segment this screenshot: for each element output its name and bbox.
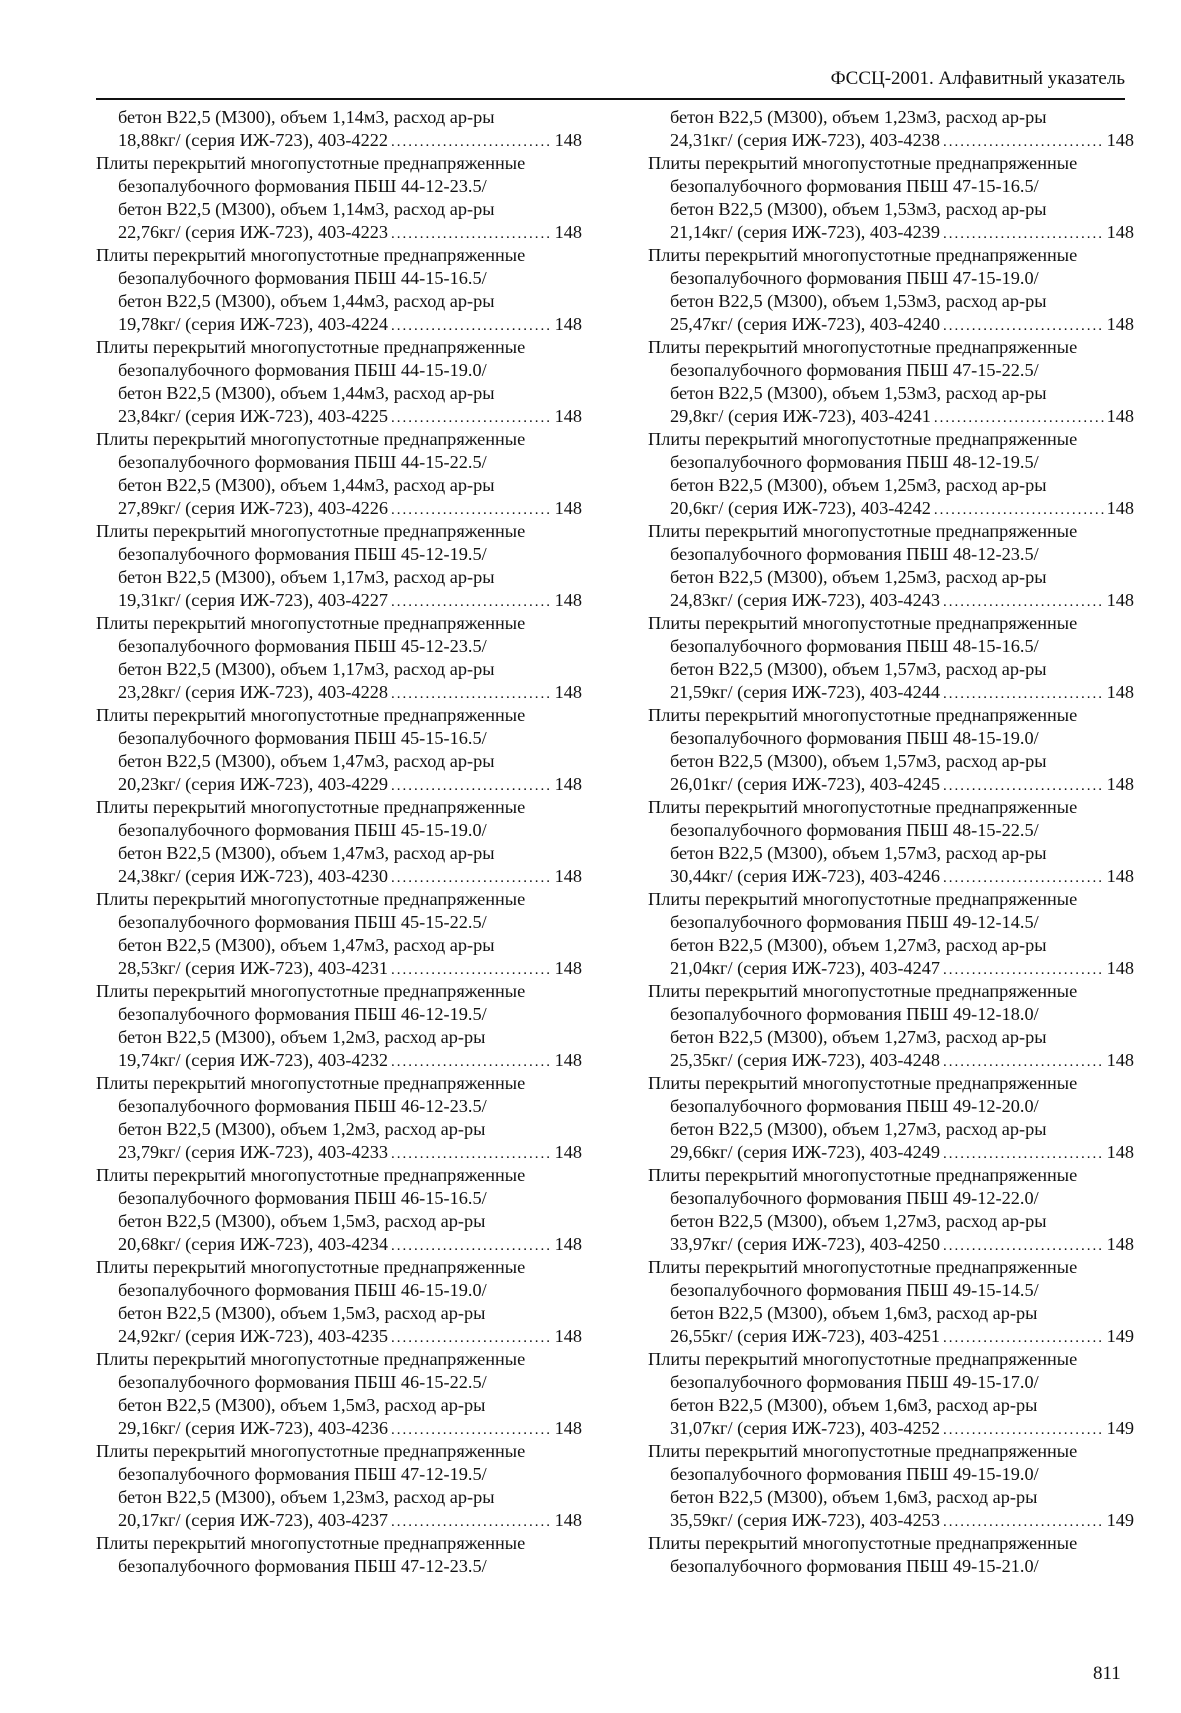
entry-line: безопалубочного формования ПБШ 45-15-19.0/	[118, 820, 487, 840]
entry-line: бетон В22,5 (М300), объем 1,6м3, расход ар-ры	[670, 1303, 1038, 1323]
entry-line-with-page	[96, 313, 582, 336]
entry-line: бетон В22,5 (М300), объем 1,17м3, расход ар-ры	[118, 567, 495, 587]
entry-line: безопалубочного формования ПБШ 49-12-20.0/	[670, 1096, 1039, 1116]
index-entry	[96, 1256, 582, 1348]
entry-line-with-page	[96, 773, 582, 796]
entry-line-with-page	[648, 313, 1134, 336]
entry-line: безопалубочного формования ПБШ 44-15-19.0/	[118, 360, 487, 380]
dot-leader	[391, 1235, 552, 1256]
entry-line: безопалубочного формования ПБШ 46-15-16.5/	[118, 1188, 487, 1208]
entry-line: бетон В22,5 (М300), объем 1,44м3, расход ар-ры	[118, 475, 495, 495]
index-entry	[96, 796, 582, 888]
index-entry	[96, 428, 582, 520]
entry-text: 21,04кг/ (серия ИЖ-723), 403-4247	[670, 958, 940, 978]
index-entry	[648, 520, 1134, 612]
entry-line: Плиты перекрытий многопустотные преднапряженные	[648, 705, 1078, 725]
entry-text: 23,84кг/ (серия ИЖ-723), 403-4225	[118, 406, 388, 426]
entry-page-ref: 148	[554, 682, 582, 702]
entry-line-with-page	[96, 957, 582, 980]
entry-page-ref: 148	[1106, 590, 1134, 610]
entry-text: 22,76кг/ (серия ИЖ-723), 403-4223	[118, 222, 388, 242]
entry-line: бетон В22,5 (М300), объем 1,47м3, расход ар-ры	[118, 935, 495, 955]
entry-text: 26,55кг/ (серия ИЖ-723), 403-4251	[670, 1326, 940, 1346]
index-column-right	[648, 106, 1134, 1578]
entry-line: Плиты перекрытий многопустотные преднапряженные	[96, 153, 526, 173]
entry-text: 19,31кг/ (серия ИЖ-723), 403-4227	[118, 590, 388, 610]
entry-line: Плиты перекрытий многопустотные преднапряженные	[648, 429, 1078, 449]
entry-line: Плиты перекрытий многопустотные преднапряженные	[96, 889, 526, 909]
entry-line-with-page	[96, 1417, 582, 1440]
entry-page-ref: 149	[1106, 1418, 1134, 1438]
index-entry	[96, 1164, 582, 1256]
entry-line: бетон В22,5 (М300), объем 1,2м3, расход ар-ры	[118, 1119, 486, 1139]
entry-text: 33,97кг/ (серия ИЖ-723), 403-4250	[670, 1234, 940, 1254]
entry-line: безопалубочного формования ПБШ 48-12-19.5/	[670, 452, 1039, 472]
entry-page-ref: 148	[554, 130, 582, 150]
entry-line-with-page	[648, 681, 1134, 704]
entry-line: бетон В22,5 (М300), объем 1,14м3, расход ар-ры	[118, 199, 495, 219]
entry-page-ref: 148	[1106, 774, 1134, 794]
entry-line: безопалубочного формования ПБШ 48-15-19.0/	[670, 728, 1039, 748]
entry-text: 24,38кг/ (серия ИЖ-723), 403-4230	[118, 866, 388, 886]
entry-line: Плиты перекрытий многопустотные преднапряженные	[96, 705, 526, 725]
index-entry	[96, 1072, 582, 1164]
entry-page-ref: 148	[1106, 498, 1134, 518]
entry-line: безопалубочного формования ПБШ 49-15-19.0/	[670, 1464, 1039, 1484]
entry-line: Плиты перекрытий многопустотные преднапряженные	[96, 521, 526, 541]
index-entry	[648, 1440, 1134, 1532]
entry-line-with-page	[648, 1141, 1134, 1164]
entry-line-with-page	[96, 681, 582, 704]
entry-page-ref: 148	[554, 406, 582, 426]
index-entry	[648, 428, 1134, 520]
entry-text: 24,31кг/ (серия ИЖ-723), 403-4238	[670, 130, 940, 150]
entry-line: безопалубочного формования ПБШ 49-15-17.0/	[670, 1372, 1039, 1392]
entry-page-ref: 148	[1106, 958, 1134, 978]
index-entry	[96, 336, 582, 428]
dot-leader	[943, 1511, 1104, 1532]
entry-text: 29,8кг/ (серия ИЖ-723), 403-4241	[670, 406, 931, 426]
entry-text: 19,78кг/ (серия ИЖ-723), 403-4224	[118, 314, 388, 334]
entry-line: бетон В22,5 (М300), объем 1,44м3, расход ар-ры	[118, 383, 495, 403]
dot-leader	[391, 1419, 552, 1440]
entry-line: Плиты перекрытий многопустотные преднапряженные	[648, 1441, 1078, 1461]
entry-line-with-page	[96, 405, 582, 428]
dot-leader	[391, 959, 552, 980]
index-entry	[648, 980, 1134, 1072]
header-title: ФССЦ-2001. Алфавитный указатель	[830, 68, 1125, 89]
entry-line: безопалубочного формования ПБШ 44-15-16.5/	[118, 268, 487, 288]
entry-text: 20,6кг/ (серия ИЖ-723), 403-4242	[670, 498, 931, 518]
index-entry	[96, 1532, 582, 1578]
index-entry	[96, 152, 582, 244]
index-entry	[648, 888, 1134, 980]
entry-line-with-page	[648, 1509, 1134, 1532]
entry-text: 23,28кг/ (серия ИЖ-723), 403-4228	[118, 682, 388, 702]
dot-leader	[943, 867, 1104, 888]
entry-line: безопалубочного формования ПБШ 48-15-22.5/	[670, 820, 1039, 840]
entry-line: Плиты перекрытий многопустотные преднапряженные	[96, 1165, 526, 1185]
dot-leader	[943, 131, 1104, 152]
entry-line: бетон В22,5 (М300), объем 1,5м3, расход ар-ры	[118, 1395, 486, 1415]
entry-line: бетон В22,5 (М300), объем 1,27м3, расход ар-ры	[670, 1211, 1047, 1231]
entry-line: безопалубочного формования ПБШ 47-15-19.0/	[670, 268, 1039, 288]
entry-page-ref: 149	[1106, 1510, 1134, 1530]
entry-line: Плиты перекрытий многопустотные преднапряженные	[96, 1257, 526, 1277]
dot-leader	[943, 1419, 1104, 1440]
entry-page-ref: 148	[554, 1510, 582, 1530]
entry-line: Плиты перекрытий многопустотные преднапряженные	[648, 337, 1078, 357]
entry-line: безопалубочного формования ПБШ 45-15-16.5/	[118, 728, 487, 748]
entry-line-with-page	[648, 1233, 1134, 1256]
index-entry	[648, 1532, 1134, 1578]
entry-line: бетон В22,5 (М300), объем 1,25м3, расход ар-ры	[670, 567, 1047, 587]
index-entry	[96, 704, 582, 796]
entry-line: безопалубочного формования ПБШ 47-15-16.5/	[670, 176, 1039, 196]
entry-page-ref: 148	[554, 1326, 582, 1346]
dot-leader	[943, 315, 1104, 336]
entry-line: бетон В22,5 (М300), объем 1,27м3, расход ар-ры	[670, 1119, 1047, 1139]
entry-line: бетон В22,5 (М300), объем 1,47м3, расход ар-ры	[118, 843, 495, 863]
dot-leader	[391, 1051, 552, 1072]
index-entry	[648, 796, 1134, 888]
entry-line-with-page	[648, 221, 1134, 244]
entry-line: Плиты перекрытий многопустотные преднапряженные	[96, 1349, 526, 1369]
entry-page-ref: 148	[554, 314, 582, 334]
entry-line: бетон В22,5 (М300), объем 1,57м3, расход ар-ры	[670, 659, 1047, 679]
entry-line: безопалубочного формования ПБШ 45-12-23.5/	[118, 636, 487, 656]
entry-line: Плиты перекрытий многопустотные преднапряженные	[648, 153, 1078, 173]
index-entry	[648, 704, 1134, 796]
entry-line: бетон В22,5 (М300), объем 1,5м3, расход ар-ры	[118, 1211, 486, 1231]
entry-text: 19,74кг/ (серия ИЖ-723), 403-4232	[118, 1050, 388, 1070]
dot-leader	[391, 867, 552, 888]
entry-line-with-page	[648, 1417, 1134, 1440]
dot-leader	[943, 1327, 1104, 1348]
entry-line: бетон В22,5 (М300), объем 1,17м3, расход ар-ры	[118, 659, 495, 679]
entry-line: безопалубочного формования ПБШ 44-15-22.5/	[118, 452, 487, 472]
entry-line: бетон В22,5 (М300), объем 1,53м3, расход ар-ры	[670, 291, 1047, 311]
index-entry	[96, 1440, 582, 1532]
entry-line: Плиты перекрытий многопустотные преднапряженные	[648, 521, 1078, 541]
entry-text: 30,44кг/ (серия ИЖ-723), 403-4246	[670, 866, 940, 886]
entry-line: бетон В22,5 (М300), объем 1,53м3, расход ар-ры	[670, 383, 1047, 403]
dot-leader	[943, 591, 1104, 612]
entry-line: Плиты перекрытий многопустотные преднапряженные	[648, 1257, 1078, 1277]
entry-line: Плиты перекрытий многопустотные преднапряженные	[648, 1165, 1078, 1185]
entry-page-ref: 148	[554, 866, 582, 886]
entry-text: 24,92кг/ (серия ИЖ-723), 403-4235	[118, 1326, 388, 1346]
entry-line: бетон В22,5 (М300), объем 1,2м3, расход ар-ры	[118, 1027, 486, 1047]
entry-line: Плиты перекрытий многопустотные преднапряженные	[96, 1533, 526, 1553]
entry-page-ref: 149	[1106, 1326, 1134, 1346]
entry-page-ref: 148	[1106, 406, 1134, 426]
entry-line-with-page	[648, 1325, 1134, 1348]
entry-line-with-page	[96, 865, 582, 888]
entry-page-ref: 148	[554, 222, 582, 242]
entry-line: бетон В22,5 (М300), объем 1,57м3, расход ар-ры	[670, 843, 1047, 863]
entry-page-ref: 148	[1106, 866, 1134, 886]
dot-leader	[391, 1143, 552, 1164]
dot-leader	[934, 499, 1104, 520]
entry-page-ref: 148	[1106, 222, 1134, 242]
entry-line: бетон В22,5 (М300), объем 1,57м3, расход ар-ры	[670, 751, 1047, 771]
entry-page-ref: 148	[1106, 682, 1134, 702]
entry-line: безопалубочного формования ПБШ 49-12-22.0/	[670, 1188, 1039, 1208]
entry-page-ref: 148	[554, 1050, 582, 1070]
entry-line: бетон В22,5 (М300), объем 1,27м3, расход ар-ры	[670, 935, 1047, 955]
entry-line: безопалубочного формования ПБШ 48-15-16.5/	[670, 636, 1039, 656]
entry-text: 20,68кг/ (серия ИЖ-723), 403-4234	[118, 1234, 388, 1254]
entry-line-with-page	[648, 1049, 1134, 1072]
dot-leader	[943, 683, 1104, 704]
index-column-left	[96, 106, 582, 1578]
entry-line: Плиты перекрытий многопустотные преднапряженные	[96, 613, 526, 633]
entry-line: Плиты перекрытий многопустотные преднапряженные	[96, 797, 526, 817]
entry-line: безопалубочного формования ПБШ 45-15-22.5/	[118, 912, 487, 932]
entry-line: бетон В22,5 (М300), объем 1,53м3, расход ар-ры	[670, 199, 1047, 219]
entry-line: Плиты перекрытий многопустотные преднапряженные	[648, 613, 1078, 633]
index-entry	[96, 888, 582, 980]
entry-text: 31,07кг/ (серия ИЖ-723), 403-4252	[670, 1418, 940, 1438]
dot-leader	[391, 131, 552, 152]
entry-text: 25,47кг/ (серия ИЖ-723), 403-4240	[670, 314, 940, 334]
entry-line: безопалубочного формования ПБШ 47-12-23.5/	[118, 1556, 487, 1576]
dot-leader	[943, 1143, 1104, 1164]
entry-line: бетон В22,5 (М300), объем 1,6м3, расход ар-ры	[670, 1395, 1038, 1415]
entry-line-with-page	[648, 129, 1134, 152]
entry-page-ref: 148	[554, 958, 582, 978]
dot-leader	[943, 959, 1104, 980]
entry-line-with-page	[96, 1141, 582, 1164]
entry-line: Плиты перекрытий многопустотные преднапряженные	[96, 981, 526, 1001]
entry-text: 28,53кг/ (серия ИЖ-723), 403-4231	[118, 958, 388, 978]
dot-leader	[943, 775, 1104, 796]
entry-line: бетон В22,5 (М300), объем 1,47м3, расход ар-ры	[118, 751, 495, 771]
dot-leader	[391, 683, 552, 704]
entry-line: Плиты перекрытий многопустотные преднапряженные	[96, 1073, 526, 1093]
entry-line: безопалубочного формования ПБШ 44-12-23.5/	[118, 176, 487, 196]
entry-line-with-page	[648, 865, 1134, 888]
entry-line: бетон В22,5 (М300), объем 1,25м3, расход ар-ры	[670, 475, 1047, 495]
entry-line: бетон В22,5 (М300), объем 1,23м3, расход ар-ры	[670, 107, 1047, 127]
index-entry	[96, 1348, 582, 1440]
entry-page-ref: 148	[1106, 314, 1134, 334]
entry-line-with-page	[96, 221, 582, 244]
entry-line: безопалубочного формования ПБШ 46-15-22.5/	[118, 1372, 487, 1392]
index-entry	[648, 1164, 1134, 1256]
dot-leader	[943, 1235, 1104, 1256]
index-entry	[648, 152, 1134, 244]
index-entry	[96, 106, 582, 152]
entry-page-ref: 148	[1106, 1050, 1134, 1070]
entry-page-ref: 148	[554, 498, 582, 518]
entry-line: безопалубочного формования ПБШ 47-15-22.5/	[670, 360, 1039, 380]
dot-leader	[391, 315, 552, 336]
entry-text: 29,16кг/ (серия ИЖ-723), 403-4236	[118, 1418, 388, 1438]
dot-leader	[391, 775, 552, 796]
dot-leader	[391, 499, 552, 520]
dot-leader	[391, 1327, 552, 1348]
entry-line-with-page	[96, 1325, 582, 1348]
running-header	[96, 68, 1125, 100]
index-entry	[648, 244, 1134, 336]
entry-line: безопалубочного формования ПБШ 49-12-14.5/	[670, 912, 1039, 932]
entry-text: 21,14кг/ (серия ИЖ-723), 403-4239	[670, 222, 940, 242]
index-entry	[648, 612, 1134, 704]
entry-line: Плиты перекрытий многопустотные преднапряженные	[648, 1073, 1078, 1093]
dot-leader	[934, 407, 1104, 428]
index-entry	[96, 612, 582, 704]
entry-page-ref: 148	[554, 590, 582, 610]
entry-line: Плиты перекрытий многопустотные преднапряженные	[648, 797, 1078, 817]
entry-text: 25,35кг/ (серия ИЖ-723), 403-4248	[670, 1050, 940, 1070]
dot-leader	[943, 223, 1104, 244]
entry-line-with-page	[648, 589, 1134, 612]
entry-line: Плиты перекрытий многопустотные преднапряженные	[96, 429, 526, 449]
entry-page-ref: 148	[554, 1142, 582, 1162]
entry-page-ref: 148	[1106, 1234, 1134, 1254]
entry-line-with-page	[96, 1049, 582, 1072]
entry-line: безопалубочного формования ПБШ 49-12-18.0/	[670, 1004, 1039, 1024]
entry-text: 20,17кг/ (серия ИЖ-723), 403-4237	[118, 1510, 388, 1530]
entry-line: бетон В22,5 (М300), объем 1,6м3, расход ар-ры	[670, 1487, 1038, 1507]
entry-line: Плиты перекрытий многопустотные преднапряженные	[648, 1349, 1078, 1369]
entry-line: Плиты перекрытий многопустотные преднапряженные	[648, 889, 1078, 909]
entry-text: 20,23кг/ (серия ИЖ-723), 403-4229	[118, 774, 388, 794]
entry-line: бетон В22,5 (М300), объем 1,14м3, расход ар-ры	[118, 107, 495, 127]
entry-page-ref: 148	[1106, 130, 1134, 150]
entry-line-with-page	[648, 957, 1134, 980]
index-entry	[96, 244, 582, 336]
index-entry	[648, 106, 1134, 152]
index-entry	[648, 1256, 1134, 1348]
entry-line: Плиты перекрытий многопустотные преднапряженные	[96, 245, 526, 265]
entry-line: безопалубочного формования ПБШ 48-12-23.5/	[670, 544, 1039, 564]
entry-line: Плиты перекрытий многопустотные преднапряженные	[648, 981, 1078, 1001]
entry-line-with-page	[96, 1233, 582, 1256]
entry-line: безопалубочного формования ПБШ 46-15-19.0/	[118, 1280, 487, 1300]
dot-leader	[391, 407, 552, 428]
entry-line: безопалубочного формования ПБШ 47-12-19.5/	[118, 1464, 487, 1484]
entry-text: 29,66кг/ (серия ИЖ-723), 403-4249	[670, 1142, 940, 1162]
entry-line: Плиты перекрытий многопустотные преднапряженные	[648, 245, 1078, 265]
entry-line: безопалубочного формования ПБШ 49-15-14.5/	[670, 1280, 1039, 1300]
entry-text: 26,01кг/ (серия ИЖ-723), 403-4245	[670, 774, 940, 794]
entry-line-with-page	[96, 129, 582, 152]
index-entry	[648, 336, 1134, 428]
entry-line: безопалубочного формования ПБШ 46-12-23.5/	[118, 1096, 487, 1116]
dot-leader	[391, 1511, 552, 1532]
entry-line: бетон В22,5 (М300), объем 1,5м3, расход ар-ры	[118, 1303, 486, 1323]
entry-text: 21,59кг/ (серия ИЖ-723), 403-4244	[670, 682, 940, 702]
dot-leader	[391, 591, 552, 612]
entry-line-with-page	[96, 589, 582, 612]
entry-line: Плиты перекрытий многопустотные преднапряженные	[96, 337, 526, 357]
dot-leader	[943, 1051, 1104, 1072]
index-entry	[648, 1348, 1134, 1440]
entry-line-with-page	[648, 497, 1134, 520]
entry-page-ref: 148	[1106, 1142, 1134, 1162]
entry-page-ref: 148	[554, 774, 582, 794]
index-entry	[648, 1072, 1134, 1164]
dot-leader	[391, 223, 552, 244]
entry-text: 18,88кг/ (серия ИЖ-723), 403-4222	[118, 130, 388, 150]
entry-line: бетон В22,5 (М300), объем 1,27м3, расход ар-ры	[670, 1027, 1047, 1047]
entry-text: 27,89кг/ (серия ИЖ-723), 403-4226	[118, 498, 388, 518]
index-entry	[96, 980, 582, 1072]
index-entry	[96, 520, 582, 612]
entry-line: бетон В22,5 (М300), объем 1,23м3, расход ар-ры	[118, 1487, 495, 1507]
entry-line: бетон В22,5 (М300), объем 1,44м3, расход ар-ры	[118, 291, 495, 311]
entry-line: безопалубочного формования ПБШ 46-12-19.5/	[118, 1004, 487, 1024]
entry-line-with-page	[96, 1509, 582, 1532]
entry-text: 23,79кг/ (серия ИЖ-723), 403-4233	[118, 1142, 388, 1162]
entry-line: Плиты перекрытий многопустотные преднапряженные	[96, 1441, 526, 1461]
entry-line-with-page	[648, 405, 1134, 428]
entry-line: безопалубочного формования ПБШ 49-15-21.0/	[670, 1556, 1039, 1576]
entry-line: Плиты перекрытий многопустотные преднапряженные	[648, 1533, 1078, 1553]
entry-page-ref: 148	[554, 1234, 582, 1254]
entry-line-with-page	[648, 773, 1134, 796]
entry-line-with-page	[96, 497, 582, 520]
entry-page-ref: 148	[554, 1418, 582, 1438]
entry-text: 24,83кг/ (серия ИЖ-723), 403-4243	[670, 590, 940, 610]
entry-line: безопалубочного формования ПБШ 45-12-19.5/	[118, 544, 487, 564]
entry-text: 35,59кг/ (серия ИЖ-723), 403-4253	[670, 1510, 940, 1530]
page-number: 811	[1093, 1663, 1121, 1684]
